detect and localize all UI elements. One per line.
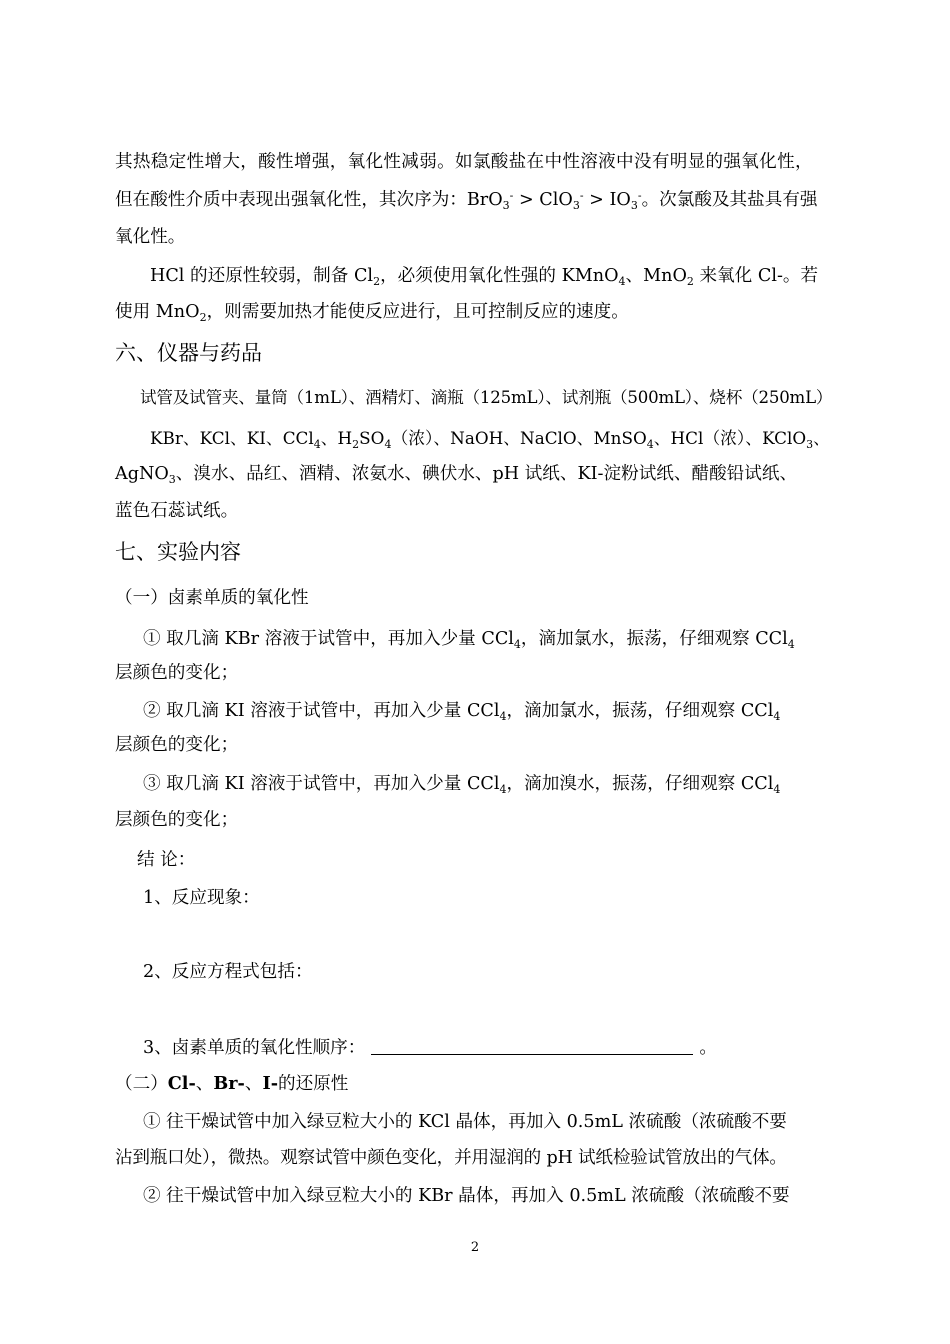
- subscript: 2: [686, 275, 694, 288]
- text: 2、反应方程式包括：: [143, 962, 313, 982]
- text: 、: [813, 428, 830, 448]
- subscript: 4: [773, 783, 781, 796]
- subscript: 4: [313, 438, 321, 451]
- subsection-title: [115, 1072, 950, 1096]
- text: Cl-: [167, 1073, 196, 1094]
- chemicals-line: [115, 499, 950, 523]
- step-line: [143, 772, 950, 796]
- text: 氧化性。: [115, 227, 186, 247]
- step-line: [143, 1110, 950, 1134]
- subscript: 4: [499, 710, 507, 723]
- subscript: 3: [168, 473, 176, 486]
- page-number: 2: [470, 1240, 480, 1255]
- conclusion-item: [143, 960, 950, 984]
- text: 、MnO: [625, 266, 687, 286]
- subscript: 3: [630, 199, 638, 212]
- superscript: -: [637, 189, 642, 202]
- superscript: -: [509, 189, 514, 202]
- step-line: [115, 661, 950, 685]
- subscript: 4: [384, 438, 392, 451]
- paragraph-line: [115, 150, 840, 174]
- text: 、: [244, 1074, 263, 1094]
- text: 1、反应现象：: [143, 888, 260, 908]
- conclusion-item: [143, 1036, 950, 1060]
- subscript: 2: [352, 438, 360, 451]
- text: 3、卤素单质的氧化性顺序：: [143, 1038, 366, 1058]
- text: ，滴加氯水，振荡，仔细观察 CCl: [520, 629, 788, 649]
- text: Br-: [213, 1073, 245, 1094]
- subscript: 4: [618, 275, 626, 288]
- text: （二）: [115, 1074, 168, 1094]
- text: > IO: [583, 190, 631, 210]
- text: 结 论：: [137, 850, 196, 870]
- text: I-: [262, 1073, 279, 1094]
- chemicals-line: [150, 426, 950, 450]
- text: （浓）、NaOH、NaClO、MnSO: [391, 428, 647, 448]
- chemicals-line: [115, 462, 950, 486]
- text: ，滴加溴水，振荡，仔细观察 CCl: [506, 774, 774, 794]
- text: HCl 的还原性较弱，制备 Cl: [150, 266, 374, 286]
- subscript: 3: [572, 199, 580, 212]
- section-heading: [115, 339, 950, 367]
- text: （一）卤素单质的氧化性: [115, 588, 309, 608]
- paragraph-line: [115, 300, 950, 324]
- text: 试管及试管夹、量筒（1mL）、酒精灯、滴瓶（125mL）、试剂瓶（500mL）、烧杯（250mL）: [140, 388, 833, 407]
- section-title: 六、仪器与药品: [115, 341, 262, 365]
- subsection-title: [115, 586, 950, 610]
- subscript: 4: [499, 783, 507, 796]
- text: 层颜色的变化；: [115, 735, 239, 755]
- text: ③ 取几滴 KI 溶液于试管中，再加入少量 CCl: [143, 774, 500, 794]
- text: SO: [359, 428, 385, 448]
- subscript: 3: [806, 438, 814, 451]
- text: 。: [699, 1038, 717, 1058]
- text: 、溴水、品红、酒精、浓氨水、碘伏水、pH 试纸、KI-淀粉试纸、醋酸铅试纸、: [175, 464, 798, 484]
- text: ② 取几滴 KI 溶液于试管中，再加入少量 CCl: [143, 701, 500, 721]
- subscript: 4: [646, 438, 654, 451]
- text: ，则需要加热才能使反应进行，且可控制反应的速度。: [206, 302, 629, 322]
- step-line: [143, 699, 950, 723]
- text: 层颜色的变化；: [115, 810, 239, 830]
- step-line: [143, 627, 950, 651]
- text: 、: [195, 1074, 214, 1094]
- equipment-line: [140, 386, 950, 410]
- text: > ClO: [513, 190, 573, 210]
- section-heading: [115, 538, 950, 566]
- text: 但在酸性介质中表现出强氧化性，其次序为：BrO: [115, 190, 503, 210]
- paragraph-line: [115, 188, 840, 212]
- answer-blank[interactable]: [371, 1036, 693, 1055]
- text: ① 往干燥试管中加入绿豆粒大小的 KCl 晶体，再加入 0.5mL 浓硫酸（浓硫酸不要: [143, 1112, 787, 1132]
- superscript: -: [579, 189, 584, 202]
- text: ，必须使用氧化性强的 KMnO: [380, 266, 619, 286]
- step-line: [143, 1184, 950, 1208]
- text: ，滴加氯水，振荡，仔细观察 CCl: [506, 701, 774, 721]
- text: KBr、KCl、KI、CCl: [150, 428, 314, 448]
- conclusion-item: [143, 886, 950, 910]
- text: 其热稳定性增大，酸性增强，氧化性减弱。如氯酸盐在中性溶液中没有明显的强氧化性，: [115, 152, 813, 172]
- text: ① 取几滴 KBr 溶液于试管中，再加入少量 CCl: [143, 629, 514, 649]
- subscript: 3: [502, 199, 510, 212]
- subscript: 2: [199, 311, 207, 324]
- paragraph-line: [115, 225, 950, 249]
- text: 层颜色的变化；: [115, 663, 239, 683]
- text: 蓝色石蕊试纸。: [115, 501, 239, 521]
- step-line: [115, 808, 950, 832]
- text: ② 往干燥试管中加入绿豆粒大小的 KBr 晶体，再加入 0.5mL 浓硫酸（浓硫酸不要: [143, 1186, 790, 1206]
- text: 沾到瓶口处），微热。观察试管中颜色变化，并用湿润的 pH 试纸检验试管放出的气体。: [115, 1148, 787, 1168]
- paragraph-line: [150, 264, 950, 288]
- subscript: 2: [373, 275, 381, 288]
- text: AgNO: [115, 464, 169, 484]
- subscript: 4: [773, 710, 781, 723]
- text: 来氧化 Cl-。若: [693, 266, 819, 286]
- text: 使用 MnO: [115, 302, 200, 322]
- step-line: [115, 1146, 950, 1170]
- text: 、HCl（浓）、KClO: [653, 428, 807, 448]
- section-title: 七、实验内容: [115, 540, 241, 564]
- text: 的还原性: [278, 1074, 349, 1094]
- step-line: [115, 733, 950, 757]
- text: 、H: [320, 428, 353, 448]
- subscript: 4: [787, 638, 795, 651]
- text: 。次氯酸及其盐具有强: [641, 190, 818, 210]
- conclusion-label: [137, 848, 950, 872]
- subscript: 4: [513, 638, 521, 651]
